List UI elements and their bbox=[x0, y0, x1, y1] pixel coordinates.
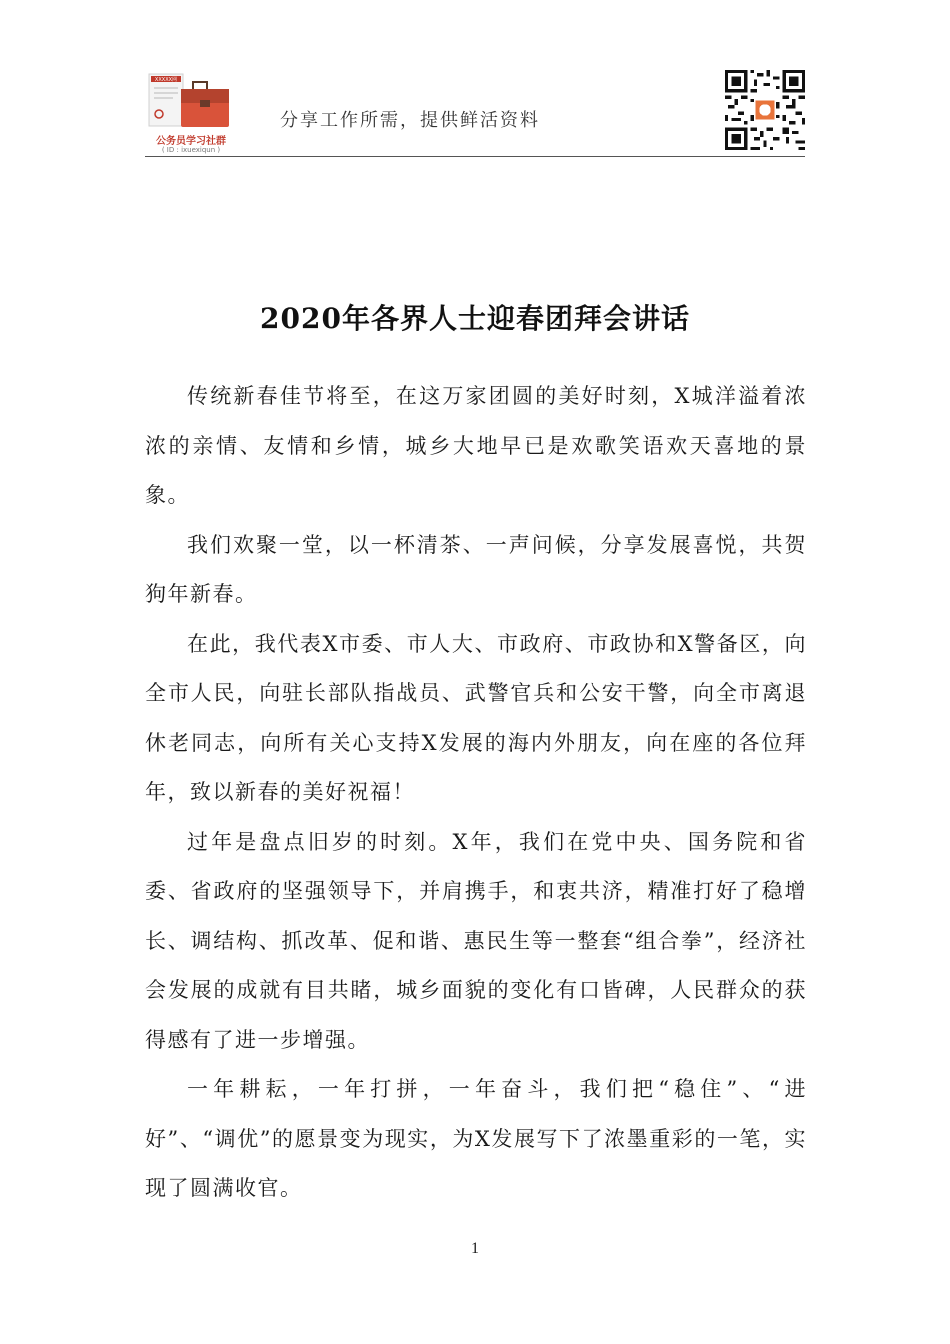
paragraph: 在此，我代表X市委、市人大、市政府、市政协和X警备区，向全市人民，向驻长部队指战员、武警官兵和公安干警，向全市离退休老同志，向所有关心支持X发展的海内外朋友，向在座的各位拜年，致以新春的美好祝福！ bbox=[145, 631, 807, 804]
qr-code-icon bbox=[725, 70, 805, 150]
logo-name: 公务员学习社群 bbox=[156, 136, 226, 147]
header-slogan: 分享工作所需，提供鲜活资料 bbox=[280, 110, 540, 131]
document-body bbox=[145, 372, 807, 1214]
brand-logo bbox=[145, 70, 237, 156]
document-title: 2020年各界人士迎春团拜会讲话 bbox=[260, 301, 690, 335]
paragraph: 一年耕耘，一年打拼，一年奋斗，我们把“稳住”、“进好”、“调优”的愿景变为现实，为X发展写下了浓墨重彩的一笔，实现了圆满收官。 bbox=[145, 1077, 807, 1200]
logo-id: ( ID : ixuexiqun ) bbox=[161, 146, 221, 154]
paragraph: 我们欢聚一堂，以一杯清茶、一声问候，分享发展喜悦，共贺狗年新春。 bbox=[145, 532, 807, 606]
page-header bbox=[145, 68, 805, 156]
page-number: 1 bbox=[471, 1240, 479, 1257]
logo-badge-text: XXXXX网 bbox=[154, 77, 178, 83]
briefcase-icon bbox=[145, 70, 237, 132]
header-divider bbox=[145, 156, 805, 157]
paragraph: 传统新春佳节将至，在这万家团圆的美好时刻，X城洋溢着浓浓的亲情、友情和乡情，城乡大地早已是欢歌笑语欢天喜地的景象。 bbox=[145, 384, 807, 507]
paragraph: 过年是盘点旧岁的时刻。X年，我们在党中央、国务院和省委、省政府的坚强领导下，并肩携手，和衷共济，精准打好了稳增长、调结构、抓改革、促和谐、惠民生等一整套“组合拳”，经济社会发展的成就有目共睹，城乡面貌的变化有口皆碑，人民群众的获得感有了进一步增强。 bbox=[145, 829, 807, 1052]
